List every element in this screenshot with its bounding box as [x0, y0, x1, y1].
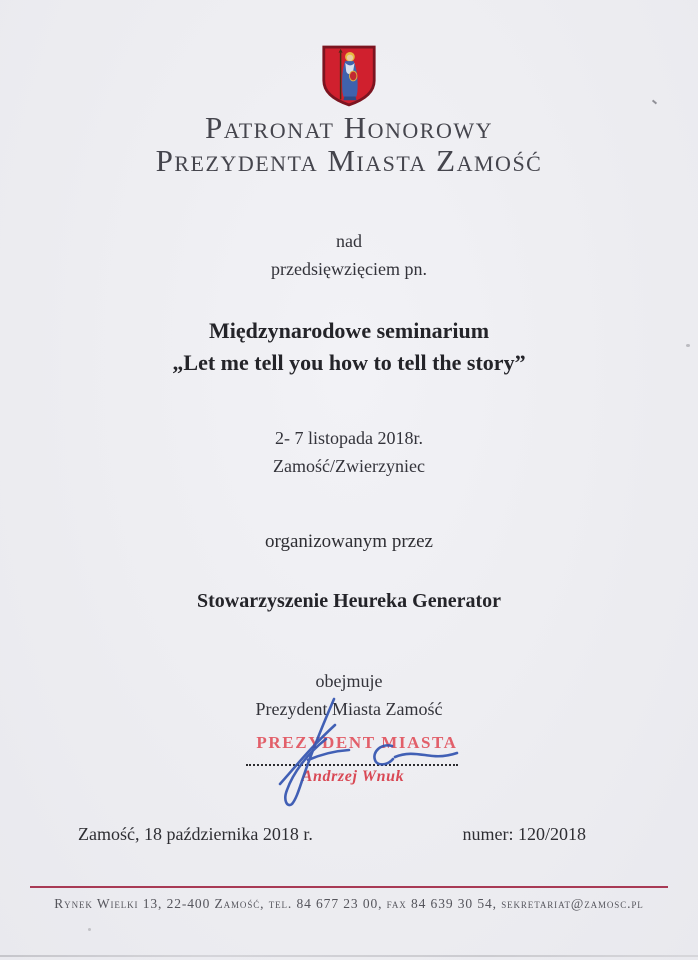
issue-place-date: Zamość, 18 października 2018 r.	[78, 824, 313, 844]
heading-line1: Patronat Honorowy	[205, 110, 493, 145]
heading-line2: Prezydenta Miasta Zamość	[155, 143, 543, 178]
preamble-phrase: przedsięwzięciem pn.	[271, 259, 427, 279]
zamosc-coat-of-arms-icon	[321, 44, 377, 108]
scan-speck	[686, 344, 690, 347]
scan-speck	[88, 928, 91, 931]
issue-number: numer: 120/2018	[462, 824, 586, 844]
event-dates: 2- 7 listopada 2018r.	[275, 428, 423, 448]
footer-contact: Rynek Wielki 13, 22-400 Zamość, tel. 84 677 23 00, fax 84 639 30 54, sekretariat@zamosc.pl	[54, 896, 644, 911]
stamp-office-title: PREZYDENT MIASTA	[256, 733, 458, 752]
event-place: Zamość/Zwierzyniec	[273, 456, 425, 476]
event-subtitle: „Let me tell you how to tell the story”	[172, 350, 526, 375]
organizer-label: organizowanym przez	[265, 531, 433, 552]
footer-rule	[30, 886, 668, 888]
grant-verb: obejmuje	[315, 671, 383, 691]
preamble-word: nad	[336, 231, 362, 251]
organizer-name: Stowarzyszenie Heureka Generator	[197, 590, 501, 612]
stamp-signer-name: Andrzej Wnuk	[301, 768, 405, 785]
issue-row	[78, 824, 586, 845]
coat-of-arms	[0, 44, 698, 113]
signer-title: Prezydent Miasta Zamość	[255, 699, 443, 719]
handwritten-signature	[252, 694, 467, 812]
event-title: Międzynarodowe seminarium	[208, 318, 490, 343]
